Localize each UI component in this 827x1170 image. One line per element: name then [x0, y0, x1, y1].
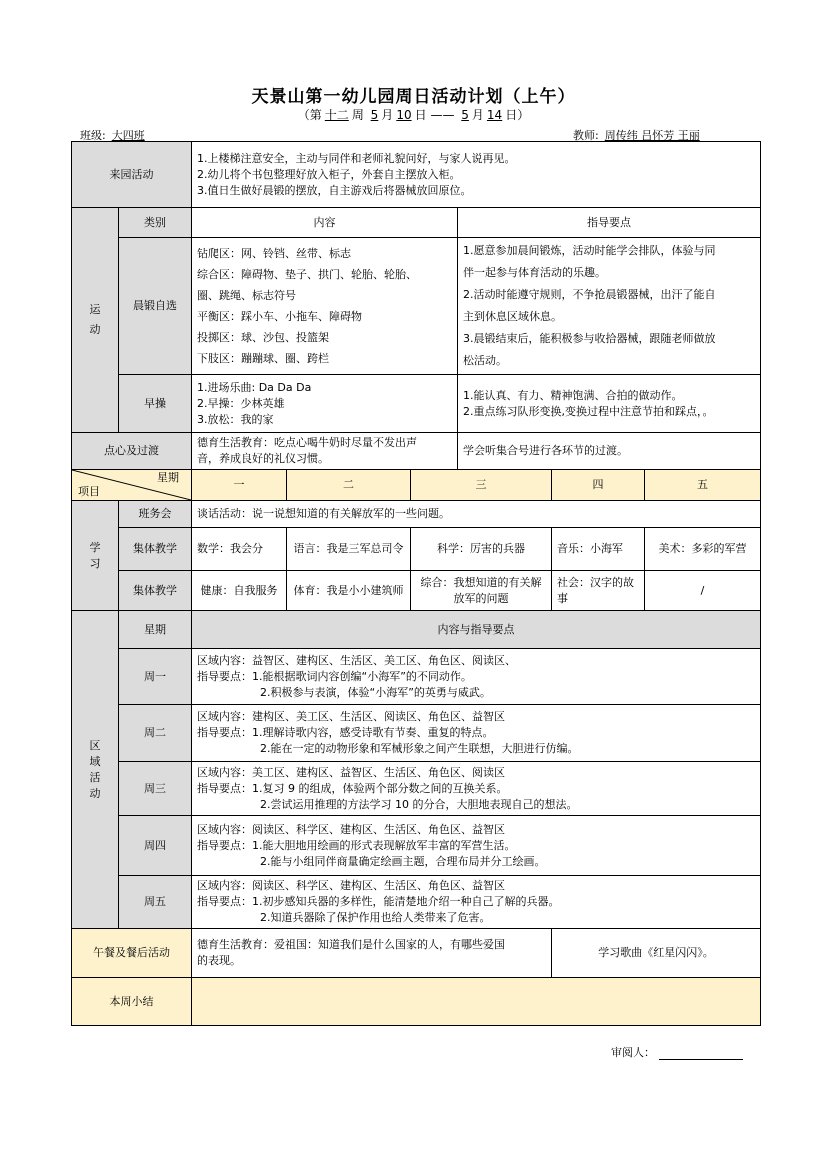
group1-thu: 音乐：小海军: [552, 528, 645, 571]
zone-col-day: 星期: [119, 611, 192, 649]
lunch-label: 午餐及餐后活动: [72, 929, 192, 978]
morning-drill-content: 1.进场乐曲: Da Da Da 2.早操：少林英雄 3.放松：我的家: [192, 375, 458, 433]
day-header-mon: 一: [192, 470, 287, 501]
group-teaching-row-1: [72, 528, 761, 571]
group1-wed: 科学：厉害的兵器: [411, 528, 552, 571]
group1-fri: 美术：多彩的军营: [645, 528, 761, 571]
zone-content-thu: 区域内容：阅读区、科学区、建构区、生活区、角色区、益智区 指导要点：1.能大胆地用绘画的形式表现解放军丰富的军营生活。 2.能与小组同伴商量确定绘画主题，合理布局并分工绘画。: [192, 816, 761, 876]
morning-exercise-row: [72, 238, 761, 375]
sports-label: 运动: [72, 208, 119, 433]
class-info: 班级: 大四班: [80, 127, 151, 143]
summary-content[interactable]: [192, 978, 761, 1026]
group1-tue: 语言：我是三军总司令: [287, 528, 411, 571]
group2-thu: 社会：汉字的故事: [552, 571, 645, 611]
snack-transition: 学会听集合号进行各环节的过渡。: [458, 433, 761, 470]
group-teaching-row-2: [72, 571, 761, 611]
zone-content-wed: 区域内容：美工区、建构区、益智区、生活区、角色区、阅读区 指导要点：1.复习 9 的组成，体验两个部分数之间的互换关系。 2.尝试运用推理的方法学习 10 的分合，大胆地表现自己的想法。: [192, 762, 761, 816]
zone-row-thu: [72, 816, 761, 876]
summary-row: [72, 978, 761, 1026]
zone-day-thu: 周四: [119, 816, 192, 876]
group-teaching-label-1: 集体教学: [119, 528, 192, 571]
group1-mon: 数学：我会分: [192, 528, 287, 571]
morning-drill-guidance: 1.能认真、有力、精神饱满、合拍的做动作。 2.重点练习队形变换,变换过程中注意节拍和踩点，。: [458, 375, 761, 433]
morning-drill-label: 早操: [119, 375, 192, 433]
study-label: 学 习: [72, 501, 119, 611]
reviewer-signature: 审阅人：: [611, 1044, 743, 1060]
week-range: （第 十二 周 5 月 10 日 —— 5 月 14 日）: [297, 108, 530, 122]
zone-row-tue: [72, 705, 761, 762]
start-month: 5: [370, 108, 379, 122]
zone-day-mon: 周一: [119, 649, 192, 705]
zone-content-tue: 区域内容：建构区、美工区、生活区、阅读区、角色区、益智区 指导要点：1.理解诗歌内容，感受诗歌有节奏、重复的特点。 2.能在一定的动物形象和军械形象之间产生联想，大胆进行仿编。: [192, 705, 761, 762]
sports-col-content: 内容: [192, 208, 458, 238]
teacher-value: 周传纬 吕怀芳 王丽: [604, 129, 700, 142]
group2-mon: 健康：自我服务: [192, 571, 287, 611]
teacher-info: 教师: 周传纬 吕怀芳 王丽: [573, 127, 706, 143]
day-header-thu: 四: [552, 470, 645, 501]
zone-content-fri: 区域内容：阅读区、科学区、建构区、生活区、角色区、益智区 指导要点：1.初步感知兵器的多样性，能清楚地介绍一种自己了解的兵器。 2.知道兵器除了保护作用也给人类带来了危害。: [192, 876, 761, 929]
day-header-wed: 三: [411, 470, 552, 501]
end-month: 5: [461, 108, 469, 122]
class-value: 大四班: [111, 129, 145, 142]
lunch-song: 学习歌曲《红星闪闪》。: [552, 929, 761, 978]
zone-day-fri: 周五: [119, 876, 192, 929]
morning-drill-row: [72, 375, 761, 433]
week-number: 十二: [324, 108, 349, 122]
end-day: 14: [486, 108, 503, 122]
day-header-tue: 二: [287, 470, 411, 501]
arrival-label: 来园活动: [72, 142, 192, 208]
zone-row-mon: [72, 649, 761, 705]
sports-col-guidance: 指导要点: [458, 208, 761, 238]
week-header-corner: 星期 项目: [72, 470, 192, 501]
zone-row-wed: [72, 762, 761, 816]
zone-day-tue: 周二: [119, 705, 192, 762]
activity-plan-table: [71, 141, 761, 1026]
lunch-row: [72, 929, 761, 978]
week-header-row: [72, 470, 761, 501]
arrival-row: [72, 142, 761, 208]
start-day: 10: [396, 108, 412, 122]
snack-row: [72, 433, 761, 470]
arrival-content: 1.上楼梯注意安全，主动与同伴和老师礼貌问好，与家人说再见。 2.幼儿将个书包整理好放入柜子，外套自主摆放入柜。 3.值日生做好晨锻的摆放，自主游戏后将器械放回原位。: [192, 142, 761, 208]
zone-header-row: [72, 611, 761, 649]
morning-exercise-guidance: 1.愿意参加晨间锻炼，活动时能学会排队，体验与同 伴一起参与体育活动的乐趣。 2.活动时能遵守规则，不争抢晨锻器械，出汗了能自 主到休息区域休息。 3.晨锻结束后，能积极参与收拾器械，跟随老师做放 松活动。: [458, 238, 761, 375]
sports-header-row: [72, 208, 761, 238]
zone-content-mon: 区域内容：益智区、建构区、生活区、美工区、角色区、阅读区、 指导要点：1.能根据歌词内容创编“小海军”的不同动作。 2.积极参与表演，体验“小海军”的英勇与威武。: [192, 649, 761, 705]
lunch-content: 德育生活教育：爱祖国：知道我们是什么国家的人，有哪些爱国 的表现。: [192, 929, 552, 978]
zone-row-fri: [72, 876, 761, 929]
zone-col-content: 内容与指导要点: [192, 611, 761, 649]
day-header-fri: 五: [645, 470, 761, 501]
group2-tue: 体育：我是小小建筑师: [287, 571, 411, 611]
class-meeting-content: 谈话活动：说一说想知道的有关解放军的一些问题。: [192, 501, 761, 528]
snack-content: 德育生活教育：吃点心喝牛奶时尽量不发出声 音，养成良好的礼仪习惯。: [192, 433, 458, 470]
group-teaching-label-2: 集体教学: [119, 571, 192, 611]
page-title: 天景山第一幼儿园周日活动计划（上午）: [251, 87, 576, 107]
reviewer-line[interactable]: [659, 1047, 743, 1060]
morning-exercise-label: 晨锻自选: [119, 238, 192, 375]
zone-label: 区 域 活 动: [72, 611, 119, 929]
sports-col-category: 类别: [119, 208, 192, 238]
group2-fri: /: [645, 571, 761, 611]
summary-label: 本周小结: [72, 978, 192, 1026]
class-meeting-row: [72, 501, 761, 528]
zone-day-wed: 周三: [119, 762, 192, 816]
morning-exercise-content: 钻爬区：网、铃铛、丝带、标志 综合区：障碍物、垫子、拱门、轮胎、轮胎、 圈、跳绳、标志符号 平衡区：踩小车、小拖车、障碍物 投掷区：球、沙包、投篮架 下肢区：蹦蹦球、圈、跨栏: [192, 238, 458, 375]
class-meeting-label: 班务会: [119, 501, 192, 528]
snack-label: 点心及过渡: [72, 433, 192, 470]
group2-wed: 综合：我想知道的有关解放军的问题: [411, 571, 552, 611]
